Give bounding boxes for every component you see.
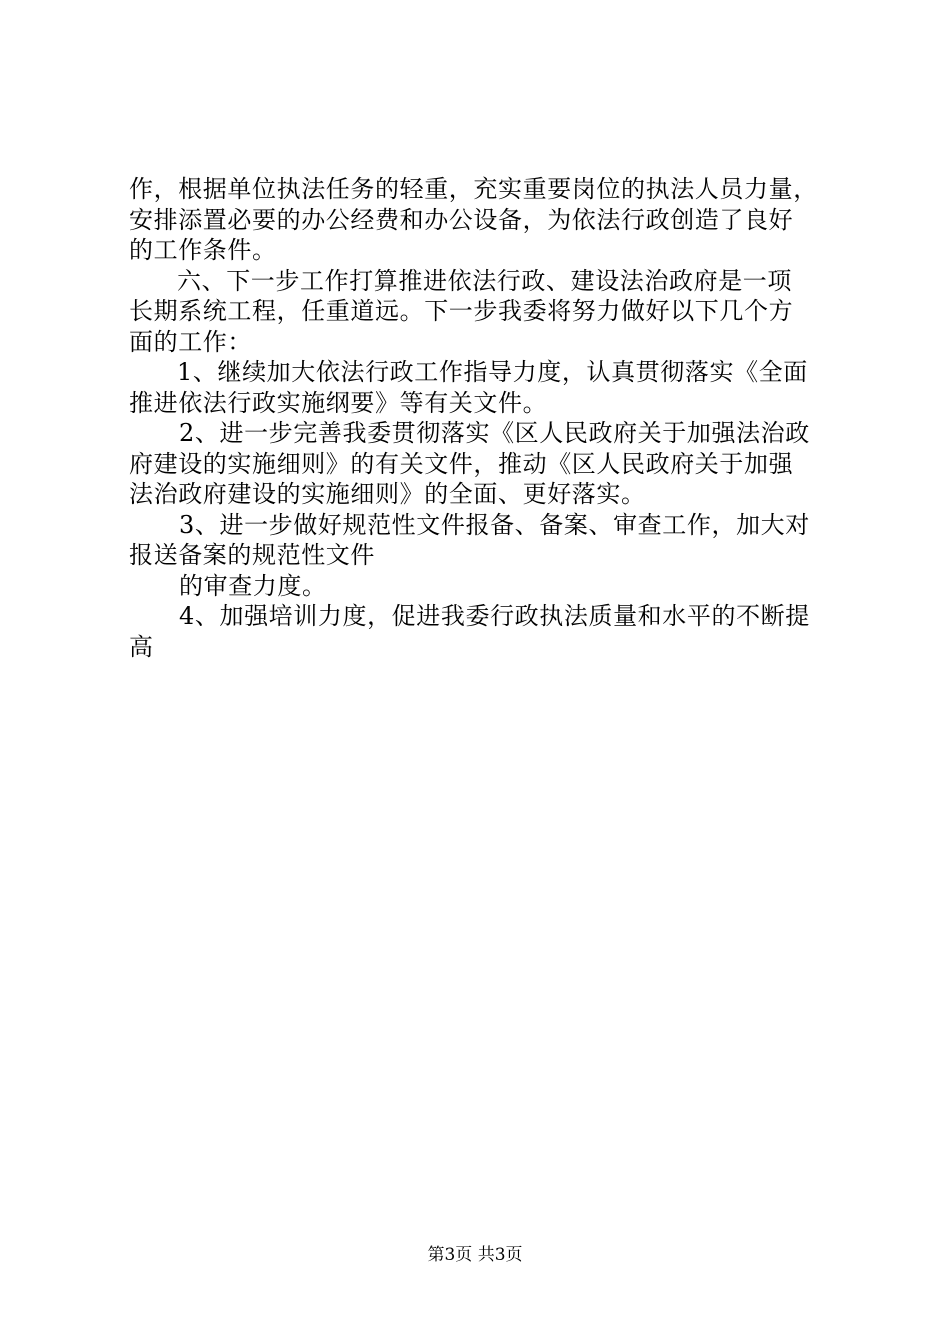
- text-line: 高: [129, 632, 154, 661]
- list-item-2-line: 2、进一步完善我委贯彻落实《区人民政府关于加强法治政: [179, 419, 810, 447]
- text-line: 面的工作：: [129, 327, 252, 356]
- text-line: 安排添置必要的办公经费和办公设备，为依法行政创造了良好: [129, 205, 794, 234]
- list-item-1-line: 1、继续加大依法行政工作指导力度，认真贯彻落实《全面: [177, 358, 808, 386]
- list-item-4-line: 4、加强培训力度，促进我委行政执法质量和水平的不断提: [179, 602, 810, 630]
- body-text: [129, 174, 829, 662]
- text-line: 作，根据单位执法任务的轻重，充实重要岗位的执法人员力量，: [129, 175, 818, 203]
- section-heading-line: 六、下一步工作打算推进依法行政、建设法治政府是一项: [177, 266, 792, 295]
- text-line: 的工作条件。: [129, 236, 277, 264]
- text-line: 府建设的实施细则》的有关文件，推动《区人民政府关于加强: [129, 449, 794, 478]
- text-line: 法治政府建设的实施细则》的全面、更好落实。: [129, 480, 646, 508]
- text-line: 报送备案的规范性文件: [129, 541, 375, 569]
- text-line: 长期系统工程，任重道远。下一步我委将努力做好以下几个方: [129, 297, 794, 325]
- list-item-3-line: 3、进一步做好规范性文件报备、备案、审查工作，加大对: [179, 510, 810, 539]
- text-line: 推进依法行政实施纲要》等有关文件。: [129, 388, 548, 417]
- text-line: 的审查力度。: [179, 571, 327, 600]
- page-number-footer: 第3页 共3页: [427, 1245, 523, 1265]
